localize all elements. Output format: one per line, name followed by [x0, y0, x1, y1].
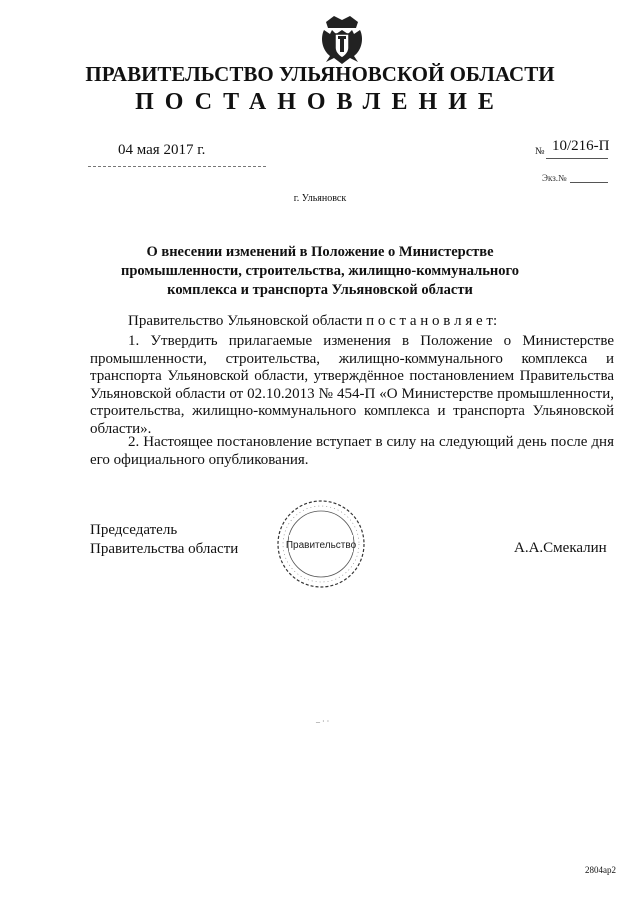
document-type: ПОСТАНОВЛЕНИЕ: [135, 89, 505, 115]
copy-underline: [570, 182, 608, 183]
date-underline: [88, 166, 266, 167]
number-underline: [546, 158, 608, 159]
official-seal-icon: [275, 498, 367, 590]
city: г. Ульяновск: [293, 193, 347, 204]
paragraph-2: 2. Настоящее постановление вступает в силу на следующий день после дня его официального опубликования.: [90, 434, 614, 468]
coat-of-arms-icon: [318, 12, 366, 68]
signer-position-line1: Председатель: [90, 522, 178, 538]
page-mark: – · ·: [316, 717, 330, 726]
intro-line: Правительство Ульяновской области п о с т а н о в л я е т:: [128, 313, 498, 329]
document-number: 10/216-П: [552, 138, 610, 154]
document-date: 04 мая 2017 г.: [118, 142, 206, 158]
signer-position: [90, 521, 238, 559]
document-subject: О внесении изменений в Положение о Министерстве промышленности, строительства, жилищно-коммунального комплекса и транспорта Ульяновской области: [121, 244, 519, 298]
signer-position-line2: Правительства области: [90, 541, 239, 557]
number-prefix: №: [535, 146, 545, 157]
government-title: ПРАВИТЕЛЬСТВО УЛЬЯНОВСКОЙ ОБЛАСТИ: [85, 62, 555, 86]
signer-name: А.А.Смекалин: [514, 540, 607, 556]
paragraph-1: 1. Утвердить прилагаемые изменения в Положение о Министерстве промышленности, строительства, жилищно-коммунального комплекса и транспорта Ульяновской области, утверждённое постановлением Правительства Ульяновской области от 02.10.2013 № 454-П «О Министерстве промышленности, строительства, жилищно-коммунального комплекса и транспорта Ульяновской области».: [90, 333, 614, 437]
copy-label: Экз.№: [542, 173, 567, 183]
stamp-text: Правительство: [285, 540, 357, 551]
footer-code: 2804ар2: [585, 865, 616, 875]
